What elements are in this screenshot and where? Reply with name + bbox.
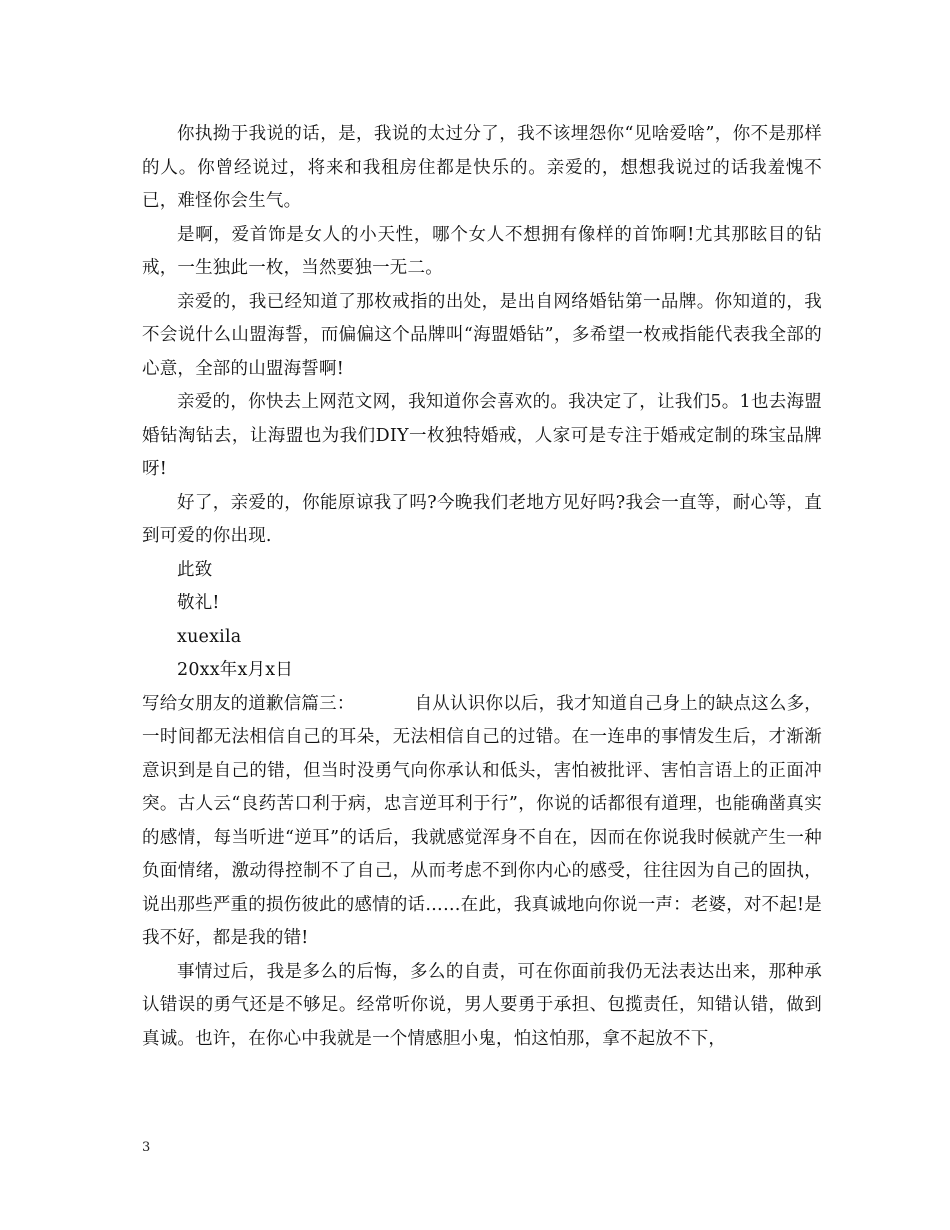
paragraph-forgive: 好了，亲爱的，你能原谅我了吗?今晚我们老地方见好吗?我会一直等，耐心等，直到可爱的你出现. <box>142 492 822 546</box>
paragraph-ring-brand: 亲爱的，我已经知道了那枚戒指的出处，是出自网络婚钻第一品牌。你知道的，我不会说什么山盟海誓，而偏偏这个品牌叫“海盟婚钻”，多希望一枚戒指能代表我全部的心意，全部的山盟海誓啊! <box>142 291 822 379</box>
section-heading: 写给女朋友的道歉信篇三： <box>142 693 355 714</box>
paragraph-jewelry: 是啊，爱首饰是女人的小天性，哪个女人不想拥有像样的首饰啊!尤其那眩目的钻戒，一生独此一枚，当然要独一无二。 <box>142 224 822 278</box>
closing-salutation: 此致 <box>177 559 213 580</box>
document-body <box>142 118 822 1056</box>
paragraph-apology-intro: 你执拗于我说的话，是，我说的太过分了，我不该埋怨你“见啥爱啥”，你不是那样的人。你曾经说过，将来和我租房住都是快乐的。亲爱的，想想我说过的话我羞愧不已，难怪你会生气。 <box>142 124 822 211</box>
signature-name: xuexila <box>177 626 242 647</box>
section-three-first-text: 自从认识你以后，我才知道自己身上的缺点这么多，一时间都无法相信自己的耳朵，无法相信自己的过错。在一连串的事情发生后，才渐渐意识到是自己的错，但当时没勇气向你承认和低头，害怕被批评、害怕言语上的正面冲突。古人云“良药苦口利于病，忠言逆耳利于行”，你说的话都很有道理，也能确凿真实的感情，每当听进“逆耳”的话后，我就感觉浑身不自在，因而在你说我时候就产生一种负面情绪，激动得控制不了自己，从而考虑不到你内心的感受，往往因为自己的固执，说出那些严重的损伤彼此的感情的话……在此，我真诚地向你说一声：老婆，对不起!是我不好，都是我的错! <box>142 693 822 948</box>
page-number: 3 <box>142 1140 151 1155</box>
paragraph-website: 亲爱的，你快去上网范文网，我知道你会喜欢的。我决定了，让我们5。1也去海盟婚钻淘钻去，让海盟也为我们DIY一枚独特婚戒，人家可是专注于婚戒定制的珠宝品牌呀! <box>142 392 822 479</box>
section-three-first-paragraph <box>142 688 822 956</box>
signature-date: 20xx年x月x日 <box>177 660 294 680</box>
closing-regards: 敬礼! <box>177 593 220 613</box>
section-three-second-paragraph: 事情过后，我是多么的后悔，多么的自责，可在你面前我仍无法表达出来，那种承认错误的勇气还是不够足。经常听你说，男人要勇于承担、包揽责任，知错认错，做到真诚。也许，在你心中我就是一个情感胆小鬼，怕这怕那，拿不起放不下， <box>142 961 822 1049</box>
